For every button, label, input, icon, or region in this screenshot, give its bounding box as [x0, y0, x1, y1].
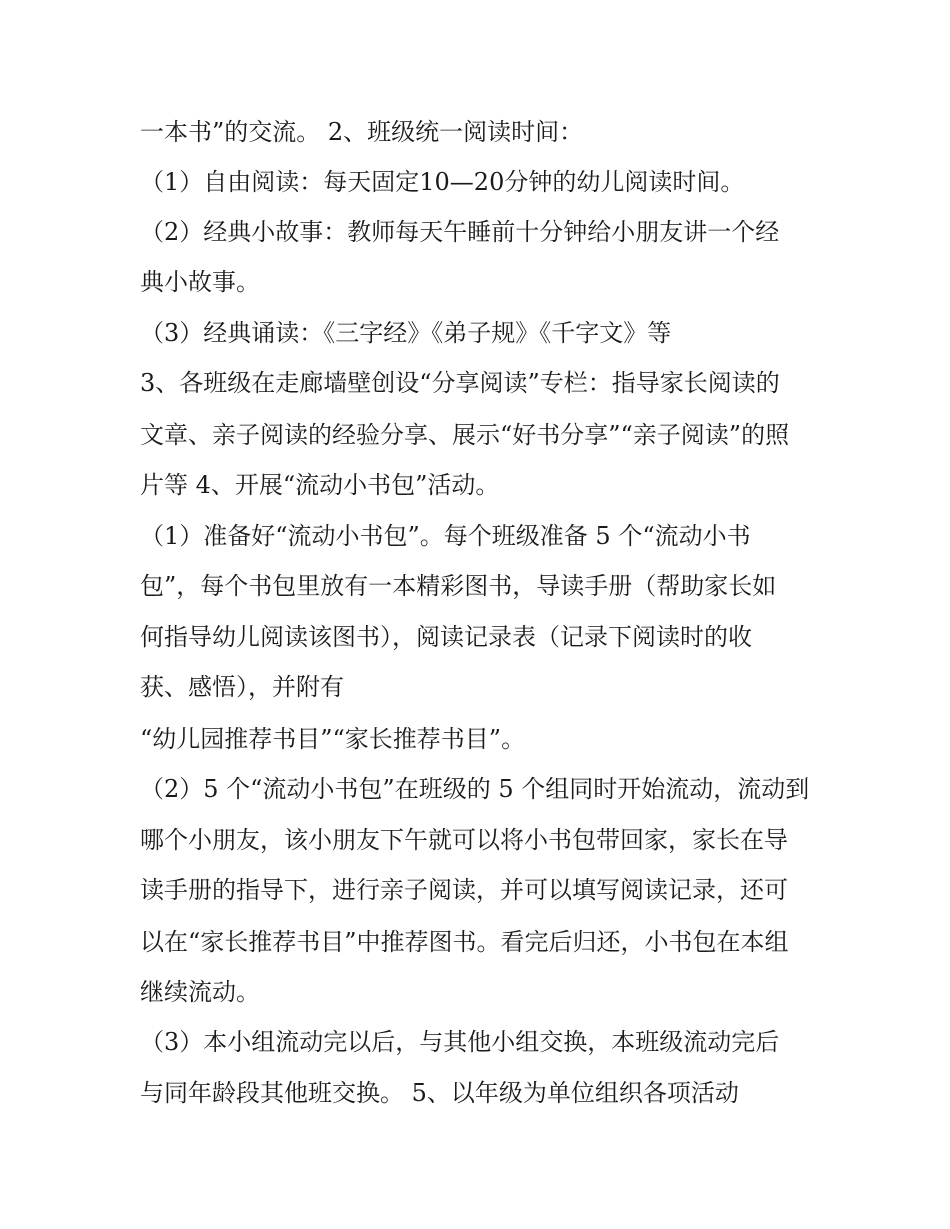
text-line: （2）5 个“流动小书包”在班级的 5 个组同时开始流动，流动到 — [140, 775, 810, 803]
text-line: 与同年龄段其他班交换。 5、以年级为单位组织各项活动 — [140, 1079, 739, 1107]
text-line: 获、感悟），并附有 — [140, 673, 344, 701]
text-line: （3）经典诵读：《三字经》《弟子规》《千字文》等 — [140, 319, 672, 347]
text-line: 以在“家长推荐书目”中推荐图书。看完后归还，小书包在本组 — [140, 928, 789, 956]
text-line: 读手册的指导下，进行亲子阅读，并可以填写阅读记录，还可 — [140, 876, 788, 904]
text-line: （3）本小组流动完以后，与其他小组交换，本班级流动完后 — [140, 1028, 780, 1056]
text-line: 何指导幼儿阅读该图书），阅读记录表（记录下阅读时的收 — [140, 623, 752, 651]
text-line: 哪个小朋友，该小朋友下午就可以将小书包带回家，家长在导 — [140, 826, 788, 854]
text-line: 继续流动。 — [140, 978, 260, 1006]
text-line: （2）经典小故事：教师每天午睡前十分钟给小朋友讲一个经 — [140, 218, 780, 246]
text-line: 3、各班级在走廊墙壁创设“分享阅读”专栏：指导家长阅读的 — [140, 369, 780, 397]
text-line: 一本书”的交流。 2、班级统一阅读时间： — [140, 118, 584, 146]
text-line: （1）准备好“流动小书包”。每个班级准备 5 个“流动小书 — [140, 522, 751, 550]
text-line: 文章、亲子阅读的经验分享、展示“好书分享”“亲子阅读”的照 — [140, 421, 790, 449]
text-line: 典小故事。 — [140, 268, 260, 296]
text-line: 片等 4、开展“流动小书包”活动。 — [140, 471, 500, 499]
text-line: （1）自由阅读：每天固定10—20分钟的幼儿阅读时间。 — [140, 168, 745, 196]
text-line: “幼儿园推荐书目”“家长推荐书目”。 — [140, 725, 526, 753]
text-line: 包”，每个书包里放有一本精彩图书，导读手册（帮助家长如 — [140, 572, 777, 600]
